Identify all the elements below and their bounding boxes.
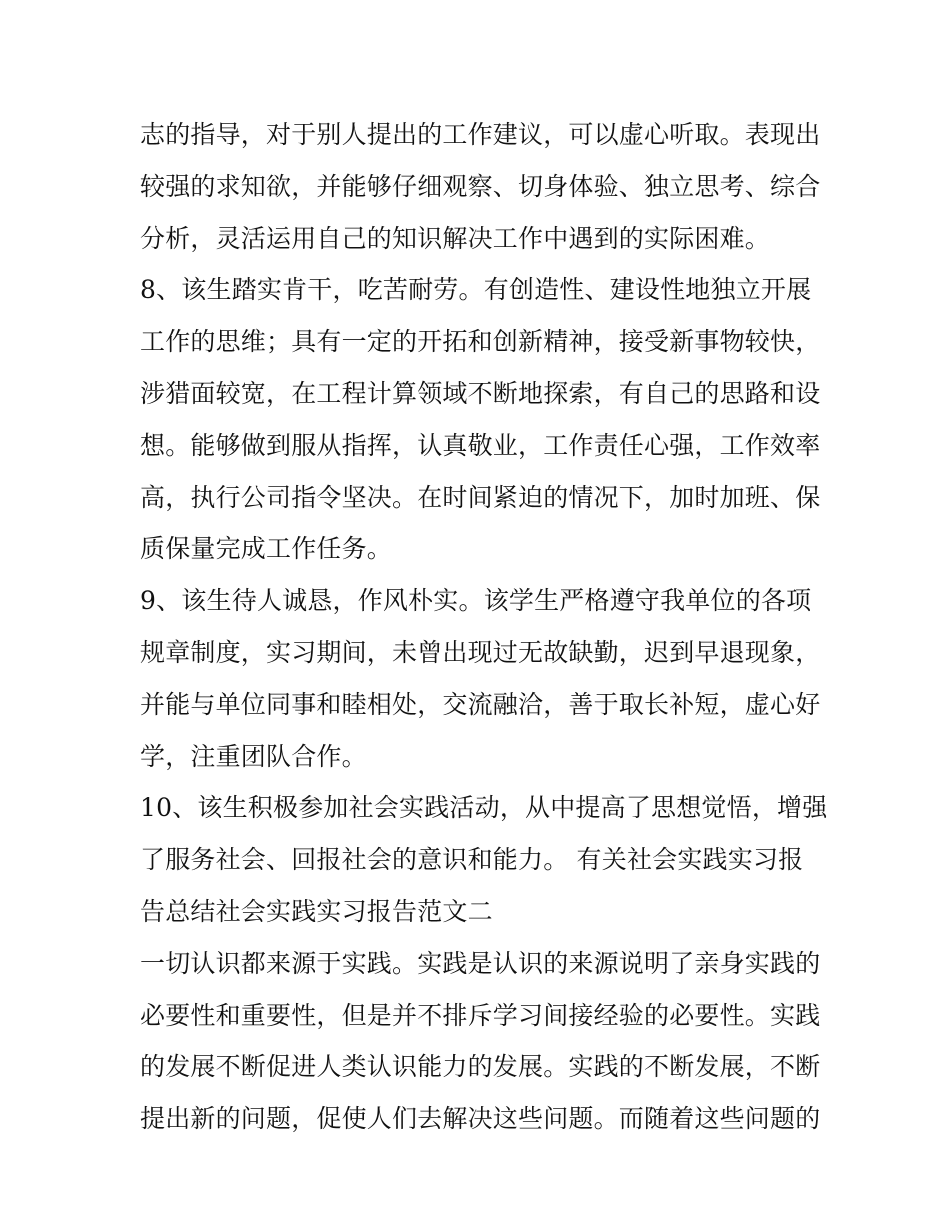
text-line: 高，执行公司指令坚决。在时间紧迫的情况下，加时加班、保 <box>140 482 821 512</box>
text-line: 8、该生踏实肯干，吃苦耐劳。有创造性、建设性地独立开展 <box>140 275 812 305</box>
text-line: 学，注重团队合作。 <box>140 741 367 771</box>
text-line: 一切认识都来源于实践。实践是认识的来源说明了亲身实践的 <box>140 948 821 978</box>
text-line: 涉猎面较宽，在工程计算领域不断地探索，有自己的思路和设 <box>140 378 821 408</box>
text-line: 工作的思维；具有一定的开拓和创新精神，接受新事物较快， <box>140 327 821 357</box>
text-line: 分析，灵活运用自己的知识解决工作中遇到的实际困难。 <box>140 223 771 253</box>
text-line: 并能与单位同事和睦相处，交流融洽，善于取长补短，虚心好 <box>140 689 821 719</box>
text-line: 较强的求知欲，并能够仔细观察、切身体验、独立思考、综合 <box>140 171 821 201</box>
text-line: 的发展不断促进人类认识能力的发展。实践的不断发展，不断 <box>140 1052 821 1082</box>
text-line: 质保量完成工作任务。 <box>140 534 393 564</box>
text-line: 9、该生待人诚恳，作风朴实。该学生严格遵守我单位的各项 <box>140 586 812 616</box>
document-body <box>140 109 828 1145</box>
text-line: 10、该生积极参加社会实践活动，从中提高了思想觉悟，增强 <box>140 793 828 823</box>
text-line: 志的指导，对于别人提出的工作建议，可以虚心听取。表现出 <box>140 120 821 149</box>
text-line: 想。能够做到服从指挥，认真敬业，工作责任心强，工作效率 <box>140 430 821 460</box>
text-line: 必要性和重要性，但是并不排斥学习间接经验的必要性。实践 <box>140 1000 821 1030</box>
text-line: 提出新的问题，促使人们去解决这些问题。而随着这些问题的 <box>140 1104 821 1134</box>
text-line: 了服务社会、回报社会的意识和能力。 有关社会实践实习报 <box>140 845 804 875</box>
text-line: 规章制度，实习期间，未曾出现过无故缺勤，迟到早退现象， <box>140 637 821 667</box>
text-line: 告总结社会实践实习报告范文二 <box>140 896 493 926</box>
